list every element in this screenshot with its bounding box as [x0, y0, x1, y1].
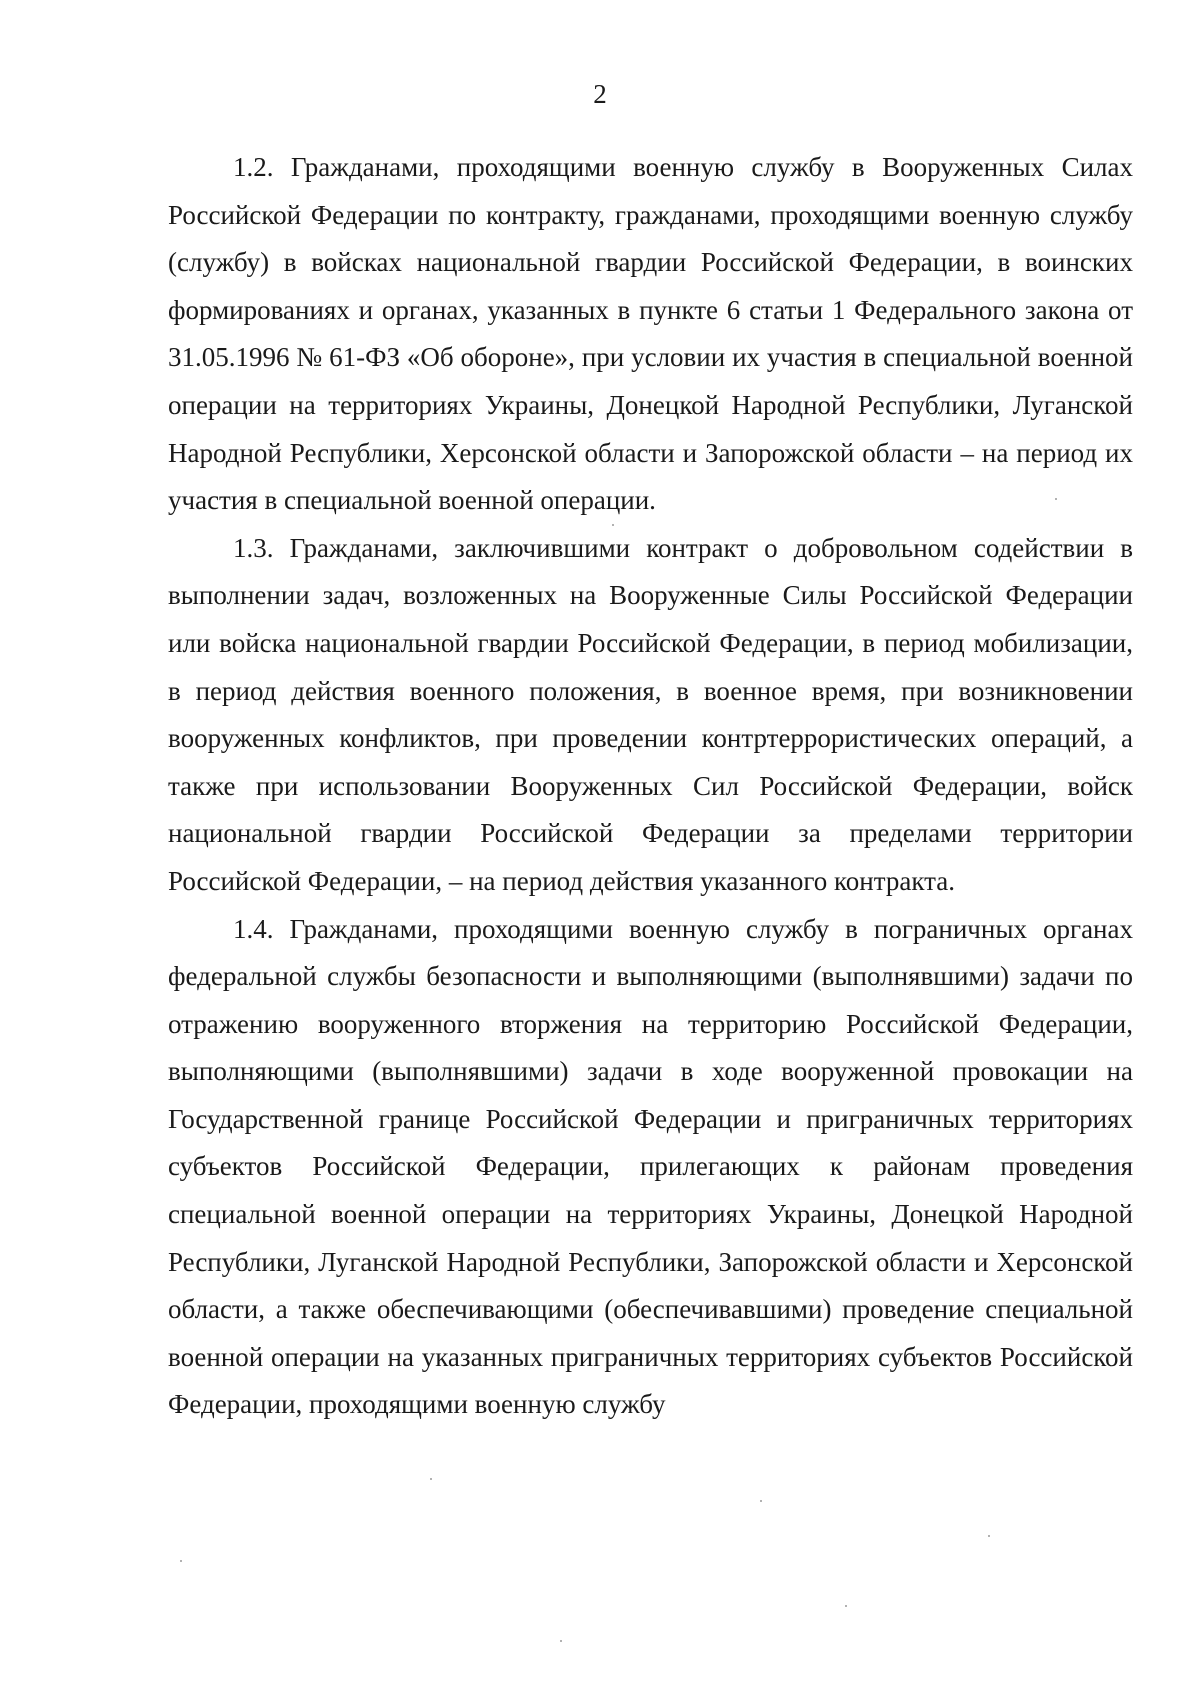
scan-speck: [560, 1640, 562, 1642]
paragraph-1-4: 1.4. Гражданами, проходящими военную службу в пограничных органах федеральной службы безопасности и выполняющими (выполнявшими) задачи по отражению вооруженного вторжения на территорию Российской Федерации, выполняющими (выполнявшими) задачи в ходе вооруженной провокации на Государственной границе Российской Федерации и приграничных территориях субъектов Российской Федерации, прилегающих к районам проведения специальной военной операции на территориях Украины, Донецкой Народной Республики, Луганской Народной Республики, Запорожской области и Херсонской области, а также обеспечивающими (обеспечивавшими) проведение специальной военной операции на указанных приграничных территориях субъектов Российской Федерации, проходящими военную службу: [168, 913, 1133, 1420]
scan-speck: [612, 524, 614, 526]
scan-speck: [760, 1500, 762, 1502]
paragraph-1-2: 1.2. Гражданами, проходящими военную службу в Вооруженных Силах Российской Федерации по контракту, гражданами, проходящими военную службу (службу) в войсках национальной гвардии Российской Федерации, в воинских формированиях и органах, указанных в пункте 6 статьи 1 Федерального закона от 31.05.1996 № 61-ФЗ «Об обороне», при условии их участия в специальной военной операции на территориях Украины, Донецкой Народной Республики, Луганской Народной Республики, Херсонской области и Запорожской области – на период их участия в специальной военной операции.: [168, 152, 1133, 516]
scan-speck: [988, 1535, 990, 1537]
page-number: 2: [593, 79, 607, 109]
scan-speck: [430, 1478, 432, 1480]
scan-speck: [1055, 498, 1057, 500]
scan-speck: [845, 1605, 847, 1607]
scan-speck: [180, 1560, 182, 1562]
document-body: [168, 144, 1133, 1429]
paragraph-1-3: 1.3. Гражданами, заключившими контракт о добровольном содействии в выполнении задач, возложенных на Вооруженные Силы Российской Федерации или войска национальной гвардии Российской Федерации, в период мобилизации, в период действия военного положения, в военное время, при возникновении вооруженных конфликтов, при проведении контртеррористических операций, а также при использовании Вооруженных Сил Российской Федерации, войск национальной гвардии Российской Федерации за пределами территории Российской Федерации, – на период действия указанного контракта.: [168, 532, 1133, 896]
